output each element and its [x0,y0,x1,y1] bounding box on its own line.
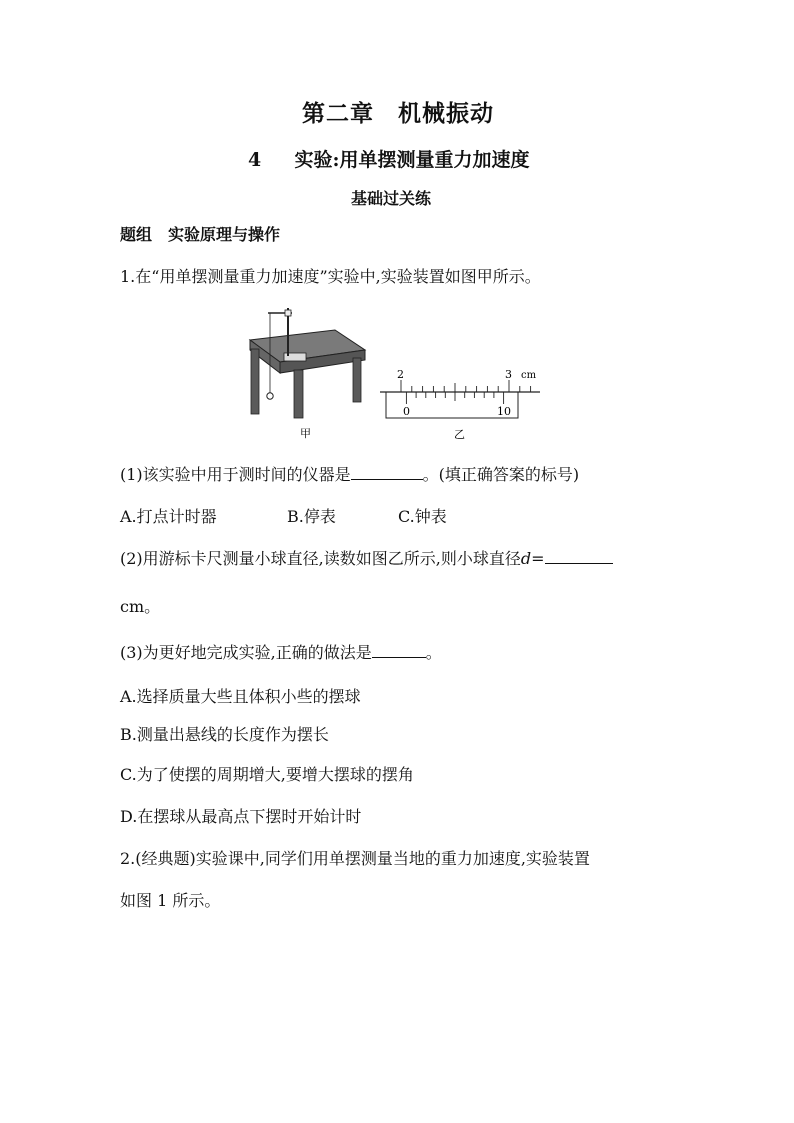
level-title: 基础过关练 [351,189,432,208]
vernier-label-10: 10 [497,405,511,418]
q1-part1-option-a: A.打点计时器 [120,507,217,526]
chapter-title: 第二章 机械振动 [302,100,494,127]
section-title: 实验:用单摆测量重力加速度 [294,149,530,171]
q1-part2 [120,546,613,569]
q1-part3-option-b: B.测量出悬线的长度作为摆长 [120,725,329,744]
group-heading: 题组 实验原理与操作 [120,225,281,244]
vernier-label-0: 0 [403,405,410,418]
q1-part2-text: (2)用游标卡尺测量小球直径,读数如图乙所示,则小球直径 [120,549,521,568]
q1-part2-eq: = [531,549,545,568]
q1-part1-option-b: B.停表 [287,507,336,526]
q1-part1-answer-blank[interactable] [351,465,423,480]
q1-part3-text-after: 。 [425,643,442,662]
pendulum-apparatus-illustration [250,308,365,418]
q1-part3 [120,640,442,663]
q1-figure [240,300,550,445]
figure-label-yi: 乙 [454,428,465,441]
q1-part2-answer-blank[interactable] [545,549,613,564]
q1-part3-answer-blank[interactable] [372,643,426,658]
main-scale-label-3: 3 [505,368,512,381]
q1-part3-option-a: A.选择质量大些且体积小些的摆球 [120,687,361,706]
q2-line2: 如图 1 所示。 [120,891,221,910]
q1-part3-option-c: C.为了使摆的周期增大,要增大摆球的摆角 [120,765,414,784]
q1-part3-option-d: D.在摆球从最高点下摆时开始计时 [120,807,362,826]
unit-label: cm [521,370,537,381]
main-scale-label-2: 2 [397,368,404,381]
q1-part2-unit: cm。 [120,597,161,616]
q1-part1-option-c: C.钟表 [398,507,447,526]
figure-label-jia: 甲 [300,427,311,440]
q1-part1 [120,462,579,485]
q2-line1: 2.(经典题)实验课中,同学们用单摆测量当地的重力加速度,实验装置 [120,849,590,868]
q1-part3-text: (3)为更好地完成实验,正确的做法是 [120,643,372,662]
section-title-row [248,145,530,172]
section-number: 4 [248,149,262,171]
q1-part2-var: d [520,549,532,568]
q1-part1-text-after: 。(填正确答案的标号) [422,465,580,484]
q1-stem: 1.在“用单摆测量重力加速度”实验中,实验装置如图甲所示。 [120,267,541,286]
vernier-caliper-illustration [380,368,540,418]
q1-part1-text: (1)该实验中用于测时间的仪器是 [120,465,351,484]
